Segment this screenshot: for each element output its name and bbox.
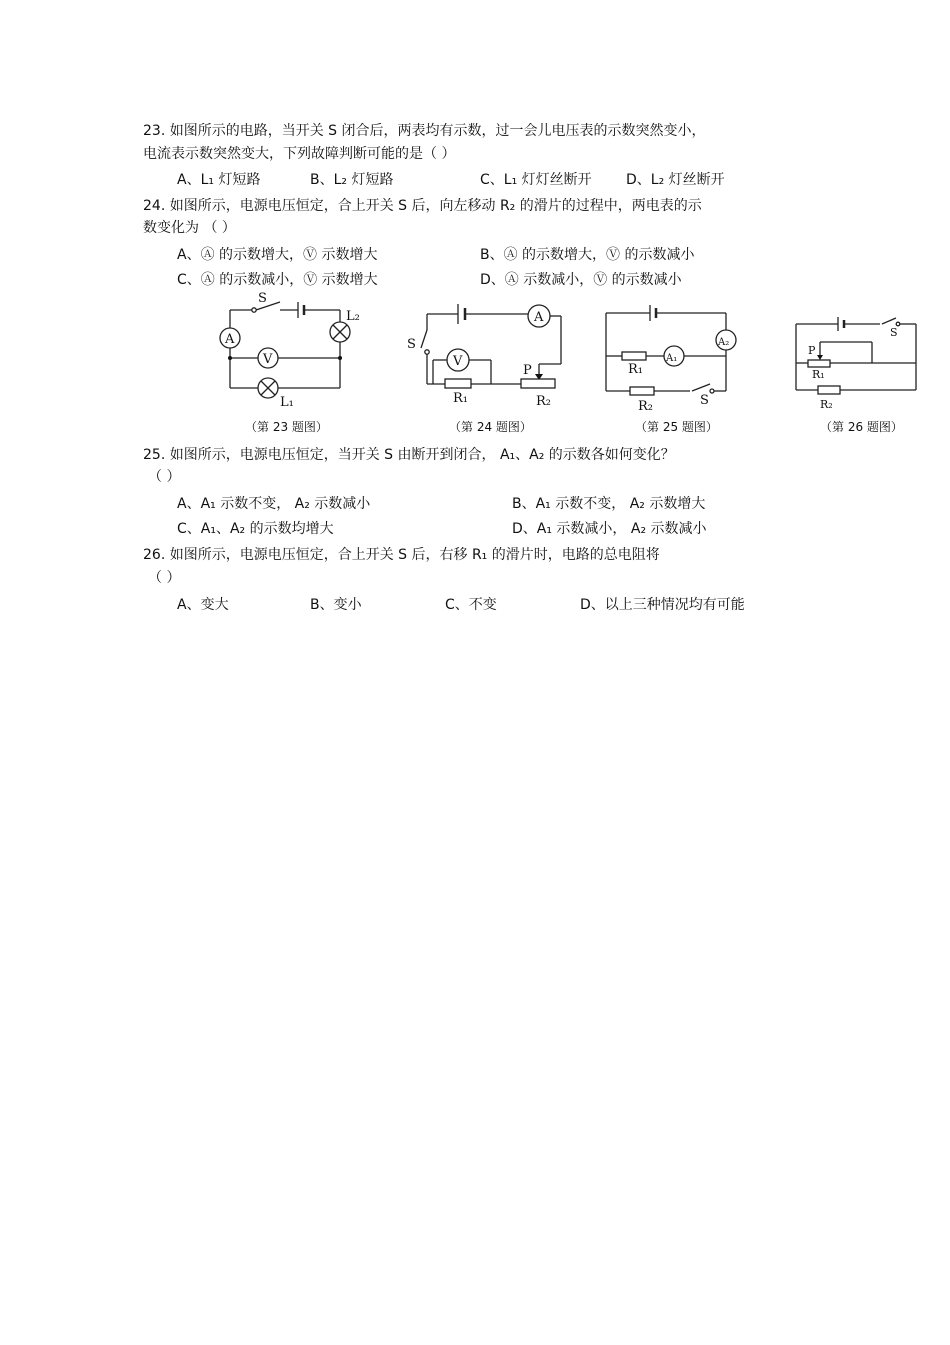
fig24-switch-label: S <box>407 337 416 352</box>
fig26-slider-label: P <box>808 344 816 357</box>
q25-option-b: B、A₁ 示数不变， A₂ 示数增大 <box>512 496 706 512</box>
caption-fig25: （第 25 题图） <box>635 420 718 434</box>
fig23-lamp2-label: L₂ <box>346 309 360 324</box>
fig24-voltmeter-label: V <box>453 354 463 369</box>
fig25-r1-label: R₁ <box>628 362 643 377</box>
caption-fig24: （第 24 题图） <box>449 420 532 434</box>
q26-option-b: B、变小 <box>310 597 362 613</box>
q23-option-d: D、L₂ 灯丝断开 <box>626 172 725 188</box>
q25-stem-line1: 25. 如图所示，电源电压恒定，当开关 S 由断开到闭合， A₁、A₂ 的示数各如何变化？ <box>143 447 675 463</box>
circuit-figure-23 <box>210 290 360 415</box>
circuit-figure-25 <box>600 298 745 416</box>
q23-option-a: A、L₁ 灯短路 <box>177 172 261 188</box>
fig25-switch-label: S <box>700 393 709 408</box>
circuit-figure-26 <box>790 310 925 415</box>
q25-option-a: A、A₁ 示数不变， A₂ 示数减小 <box>177 496 371 512</box>
circuit-figure-24 <box>403 292 568 417</box>
fig23-voltmeter-label: V <box>263 352 273 367</box>
q23-stem-line1: 23. 如图所示的电路，当开关 S 闭合后，两表均有示数，过一会儿电压表的示数突然变小， <box>143 123 706 139</box>
fig26-switch-label: S <box>890 326 898 339</box>
q26-stem-line1: 26. 如图所示，电源电压恒定，合上开关 S 后，右移 R₁ 的滑片时，电路的总电阻将 <box>143 547 660 563</box>
fig25-r2-label: R₂ <box>638 399 653 414</box>
q24-option-a: A、Ⓐ 的示数增大，Ⓥ 示数增大 <box>177 247 378 263</box>
q25-option-d: D、A₁ 示数减小， A₂ 示数减小 <box>512 521 707 537</box>
q24-stem-line2: 数变化为 （ ） <box>143 220 236 236</box>
q24-option-c: C、Ⓐ 的示数减小，Ⓥ 示数增大 <box>177 272 378 288</box>
fig25-a2-label: A₂ <box>718 337 730 348</box>
q26-option-c: C、不变 <box>445 597 497 613</box>
fig26-r2-label: R₂ <box>820 398 833 411</box>
fig24-r1-label: R₁ <box>453 391 468 406</box>
q24-option-d: D、Ⓐ 示数减小，Ⓥ 的示数减小 <box>480 272 682 288</box>
q23-option-b: B、L₂ 灯短路 <box>310 172 394 188</box>
fig24-r2-label: R₂ <box>536 394 551 409</box>
fig23-switch-label: S <box>258 291 267 306</box>
fig23-lamp1-label: L₁ <box>280 395 294 410</box>
caption-fig26: （第 26 题图） <box>820 420 903 434</box>
fig24-ammeter-label: A <box>534 310 544 325</box>
fig24-slider-label: P <box>523 363 532 378</box>
q26-stem-line2: （ ） <box>148 570 181 586</box>
fig23-ammeter-label: A <box>225 332 235 347</box>
q23-stem-line2: 电流表示数突然变大，下列故障判断可能的是（ ） <box>143 146 456 162</box>
q24-stem-line1: 24. 如图所示，电源电压恒定，合上开关 S 后，向左移动 R₂ 的滑片的过程中，两电表的示 <box>143 198 702 214</box>
q25-option-c: C、A₁、A₂ 的示数均增大 <box>177 521 334 537</box>
fig25-a1-label: A₁ <box>666 353 678 364</box>
caption-fig23: （第 23 题图） <box>245 420 328 434</box>
q23-option-c: C、L₁ 灯灯丝断开 <box>480 172 592 188</box>
q26-option-a: A、变大 <box>177 597 229 613</box>
q26-option-d: D、以上三种情况均有可能 <box>580 597 745 613</box>
q25-stem-line2: （ ） <box>148 469 181 485</box>
fig26-r1-label: R₁ <box>812 368 825 381</box>
q24-option-b: B、Ⓐ 的示数增大，Ⓥ 的示数减小 <box>480 247 695 263</box>
